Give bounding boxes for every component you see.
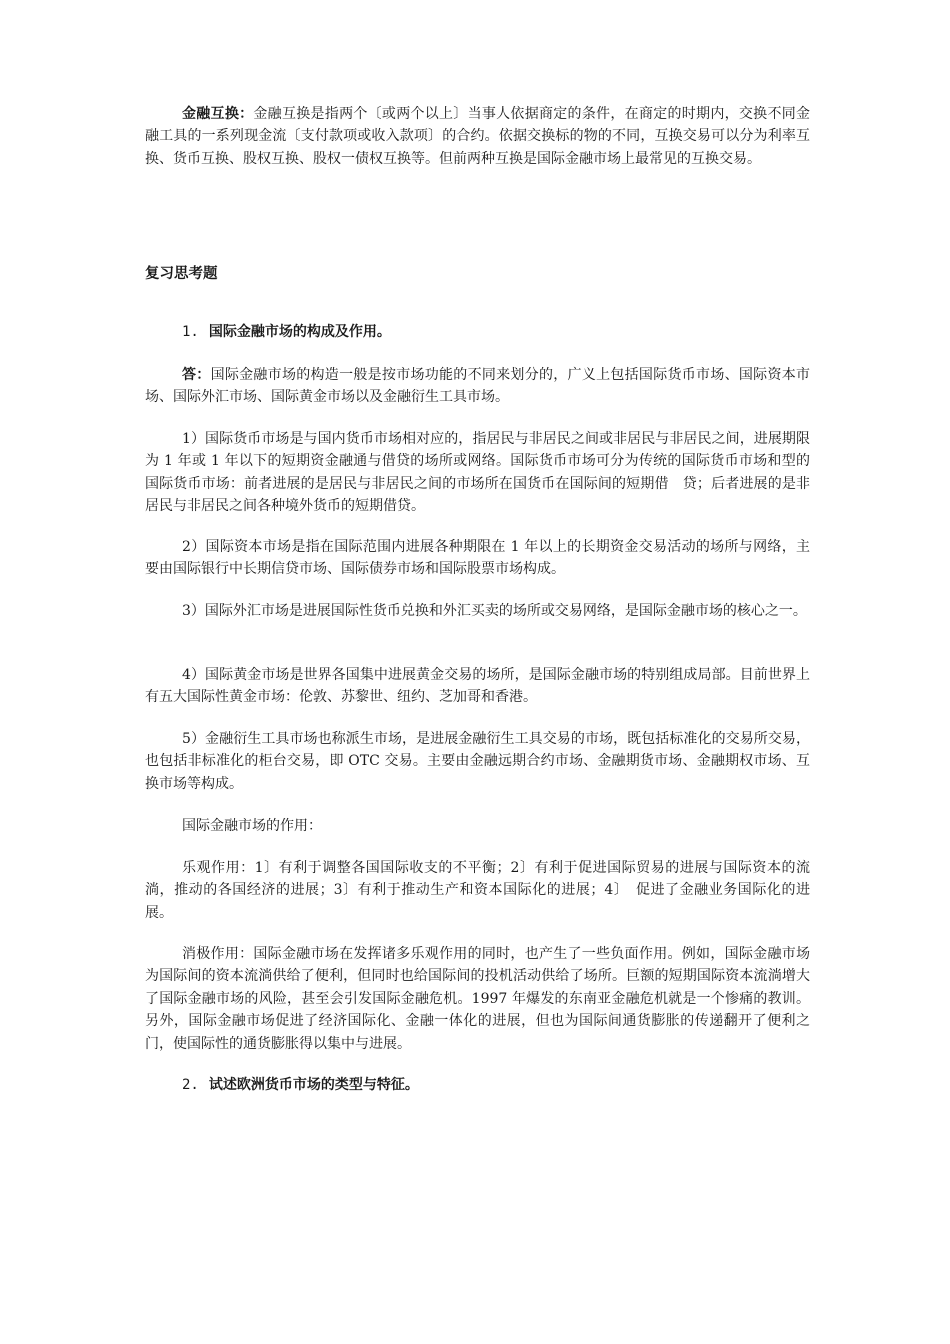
question-1-heading — [182, 321, 391, 343]
section-title: 复习思考题 — [145, 265, 218, 282]
answer-item-3: 3）国际外汇市场是进展国际性货币兑换和外汇买卖的场所或交易网络，是国际金融市场的核心之一。 — [182, 603, 807, 619]
answer-item-4: 4）国际黄金市场是世界各国集中进展黄金交易的场所，是国际金融市场的特别组成局部。目前世界上有五大国际性黄金市场：伦敦、苏黎世、纽约、芝加哥和香港。 — [145, 667, 810, 706]
answer-item-2: 2）国际资本市场是指在国际范围内进展各种期限在 1 年以上的长期资金交易活动的场所与网络，主要由国际银行中长期信贷市场、国际债券市场和国际股票市场构成。 — [145, 539, 810, 578]
question-2-title: 试述欧洲货币市场的类型与特征。 — [208, 1077, 419, 1093]
role-title: 国际金融市场的作用： — [182, 818, 322, 834]
question-2-number: 2. — [182, 1077, 199, 1093]
negative-role-paragraph: 消极作用：国际金融市场在发挥诸多乐观作用的同时，也产生了一些负面作用。例如，国际金融市场为国际间的资本流淌供给了便利，但同时也给国际间的投机活动供给了场所。巨额的短期国际资本流淌增大了国际金融市场的风险，甚至会引发国际金融危机。1997 年爆发的东南亚金融危机就是一个惨痛的教训。另外，国际金融市场促进了经济国际化、金融一体化的进展，但也为国际间通货膨胀的传递翻开了便利之门，使国际性的通货膨胀得以集中与进展。 — [145, 946, 810, 1052]
question-1-number: 1. — [182, 324, 199, 340]
swap-definition-paragraph — [145, 103, 810, 170]
swap-term: 金融互换： — [182, 106, 254, 122]
answer-label: 答： — [182, 367, 211, 383]
answer-intro-text: 国际金融市场的构造一般是按市场功能的不同来划分的，广义上包括国际货币市场、国际资本市场、国际外汇市场、国际黄金市场以及金融衍生工具市场。 — [145, 367, 811, 406]
answer-item-1: 1）国际货币市场是与国内货币市场相对应的，指居民与非居民之间或非居民与非居民之间，进展期限为 1 年或 1 年以下的短期资金融通与借贷的场所或网络。国际货币市场可分为传统的国际货币市场和型的国际货币市场：前者进展的是居民与非居民之间的市场所在国货币在国际间的短期借 贷；后者进展的是非居民与非居民之间各种境外货币的短期借贷。 — [145, 431, 810, 515]
answer-intro-paragraph — [145, 364, 810, 409]
question-1-title: 国际金融市场的构成及作用。 — [208, 324, 391, 340]
swap-definition-text: 金融互换是指两个〔或两个以上〕当事人依据商定的条件，在商定的时期内，交换不同金融工具的一系列现金流〔支付款项或收入款项〕的合约。依据交换标的物的不同，互换交易可以分为利率互换、货币互换、股权互换、股权一债权互换等。但前两种互换是国际金融市场上最常见的互换交易。 — [145, 106, 811, 167]
positive-role-paragraph: 乐观作用：1〕有利于调整各国国际收支的不平衡；2〕有利于促进国际贸易的进展与国际资本的流淌，推动的各国经济的进展；3〕有利于推动生产和资本国际化的进展；4〕 促进了金融业务国际化的进展。 — [145, 860, 810, 921]
answer-item-5: 5）金融衍生工具市场也称派生市场，是进展金融衍生工具交易的市场，既包括标准化的交易所交易，也包括非标准化的柜台交易，即 OTC 交易。主要由金融远期合约市场、金融期货市场、金融期权市场、互换市场等构成。 — [145, 731, 810, 792]
question-2-heading — [182, 1074, 419, 1096]
